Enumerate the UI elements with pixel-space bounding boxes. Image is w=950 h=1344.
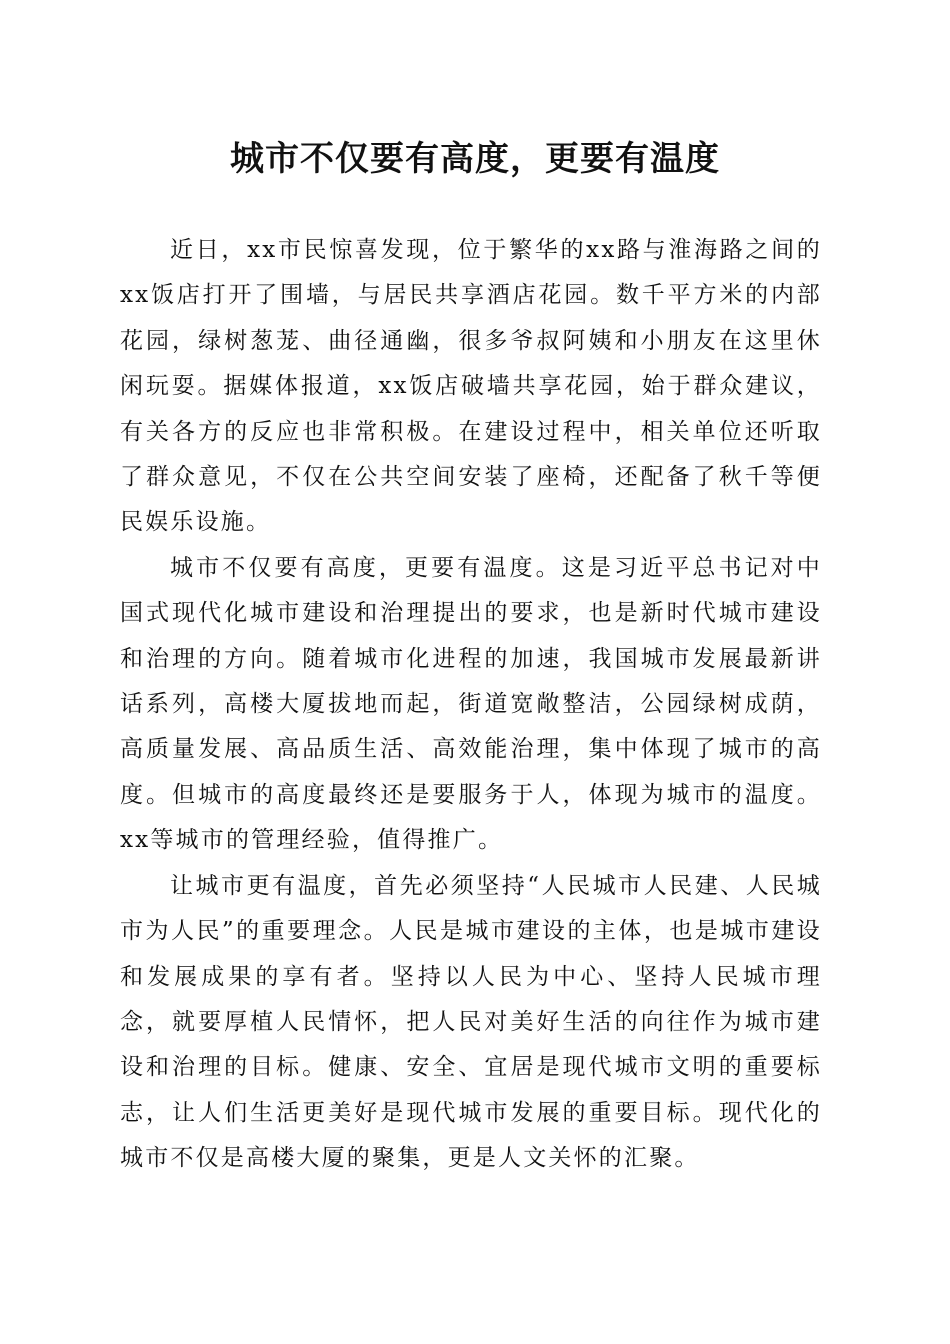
paragraph-1: 近日，xx市民惊喜发现，位于繁华的xx路与淮海路之间的xx饭店打开了围墙，与居民共享酒店花园。数千平方米的内部花园，绿树葱茏、曲径通幽，很多爷叔阿姨和小朋友在这里休闲玩耍。据媒体报道，xx饭店破墙共享花园，始于群众建议，有关各方的反应也非常积极。在建设过程中，相关单位还听取了群众意见，不仅在公共空间安装了座椅，还配备了秋千等便民娱乐设施。 bbox=[120, 237, 822, 536]
document-body bbox=[120, 228, 822, 1182]
document-title: 城市不仅要有高度，更要有温度 bbox=[230, 139, 720, 179]
paragraph-2: 城市不仅要有高度，更要有温度。这是习近平总书记对中国式现代化城市建设和治理提出的要求，也是新时代城市建设和治理的方向。随着城市化进程的加速，我国城市发展最新讲话系列，高楼大厦拔地而起，街道宽敞整洁，公园绿树成荫，高质量发展、高品质生活、高效能治理，集中体现了城市的高度。但城市的高度最终还是要服务于人，体现为城市的温度。xx等城市的管理经验，值得推广。 bbox=[120, 554, 822, 854]
paragraph-3: 让城市更有温度，首先必须坚持“人民城市人民建、人民城市为人民”的重要理念。人民是城市建设的主体，也是城市建设和发展成果的享有者。坚持以人民为中心、坚持人民城市理念，就要厚植人民情怀，把人民对美好生活的向往作为城市建设和治理的目标。健康、安全、宜居是现代城市文明的重要标志，让人们生活更美好是现代城市发展的重要目标。现代化的城市不仅是高楼大厦的聚集，更是人文关怀的汇聚。 bbox=[120, 872, 822, 1172]
